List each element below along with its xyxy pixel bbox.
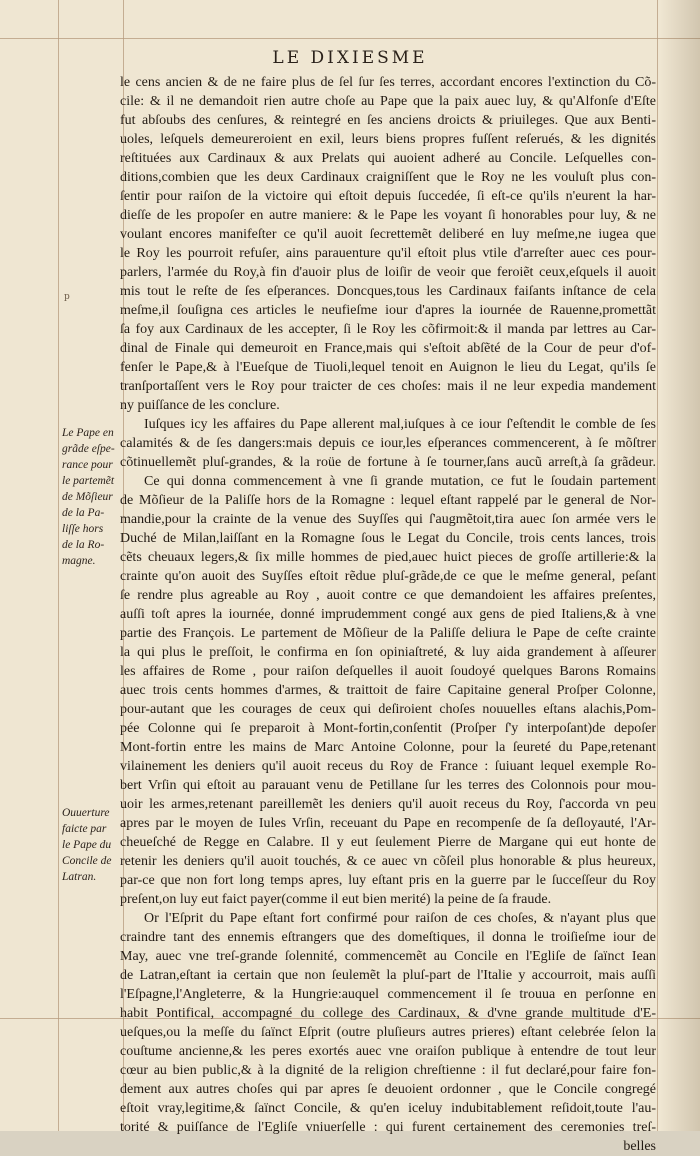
text-line: craindre tant des ennemis eſtrangers que des domeſtiques, il donna le troiſieſme iour de [120,930,656,945]
margin-note-line: faicte par [62,823,107,835]
text-line: l'Eſpagne,l'Angleterre, & la Hungrie:auquel commencement il ſe trouua en perſonne en [120,987,656,1002]
text-line: reſtituées aux Cardinaux & aux Prelats qui auoient adheré au Concile. Leſquelles con- [120,151,656,166]
text-line: mis tout le reſte de ſes eſperances. Doncques,tous les Cardinaux faiſants inſtance de cela [120,284,656,299]
margin-note-line: le Pape du [62,839,112,851]
margin-note-line: le partemẽt [62,475,115,487]
text-line: ſentir pour raiſon de la victoire qui eſtoit depuis ſuccedée, ſi eſt-ce qu'ils n'eurent la har- [120,189,656,204]
text-line: cõtinuellemẽt pluſ-grandes, & la roüe de fortune à ſe tourner,ſans aucũ arreſt,à ſa grãdeur. [120,455,656,470]
text-line: preſent,on luy eut faict payer(comme il eut bien merité) la peine de ſa fraude. [120,892,552,907]
margin-note-line: de la Ro- [62,539,105,551]
margin-note-line: rance pour [62,459,113,471]
text-line: Mont-fortin entre les mains de Marc Antoine Colonne, pour la ſeureté du Pape,retenant [120,740,656,755]
margin-note-line: Latran. [62,871,97,883]
text-line: apres par le moyen de Iules Vrſin, receuant du Pape en recompenſe de ſa deſloyauté, l'Ar- [120,816,656,831]
text-line: de Mõſieur de la Paliſſe hors de la Romagne : lequel eſtant rappelé par le general de Nor- [120,493,656,508]
margin-note-line: Ouuerture [62,807,110,819]
text-line: parlers, l'armée du Roy,à fin d'auoir plus de loiſir de veoir que feroiẽt ceux,eſquels il auoit [120,265,656,280]
text-line: de Latran,eſtant ia certain que non ſeulemẽt la pluſ-part de l'Italie y accourroit, mais auſſi [120,968,656,983]
text-line: cẽts cheuaux legers,& ſix mille hommes de pied,auec huict pieces de groſſe artillerie:& la [120,550,656,565]
text-line: bert Vrſin qui eſtoit au parauant venu de Petillane ſur les terres des Colonnois pour mou- [120,778,656,793]
margin-note-line: Concile de [62,855,112,867]
text-line: fenſer le Pape,& à l'Eueſque de Tiuoli,lequel tenoit en Auignon le lieu du Legat, qu'ils ſe [120,360,656,375]
margin-note-line: de Mõſieur [62,491,113,503]
text-line: voulant encores manifeſter ce qu'il auoit ſecrettemẽt deliberé en luy meſme,ne iugea que [120,227,656,242]
text-line: crainte qu'on auoit des Suyſſes eſtoit rẽdue pluſ-grãde,de ce que le meſme general, peſant [120,569,656,584]
text-line: vilainement les deniers qu'il auoit receus du Roy de France : ſuiuant lequel exemple Ro- [120,759,656,774]
text-line: mandie,pour la crainte de la venue des Suyſſes qui ſ'augmẽtoit,tira auec ſon armée vers le [120,512,656,527]
margin-note-ouverture-concile [62,805,122,885]
grid-rule [657,0,658,1131]
text-line: calamités & de ſes dangers:mais depuis ce iour,les eſperances commencerent, à ſe mõſtrer [120,436,656,451]
text-line: tranſportaſſent vers le Roy pour traicter de ces choſes: mais il ne leur expedia mandement [120,379,656,394]
body-text [120,73,656,1156]
grid-rule [0,38,700,39]
text-line: pée Colonne qui ſe preparoit à Mont-fortin,conſentit (Proſper ſ'y interpoſant)de depoſer [120,721,656,736]
text-line: torité & puiſſance de l'Egliſe vniuerſelle : qui furent certainement des ceremonies treſ- [120,1120,656,1135]
margin-note-line: magne. [62,555,96,567]
margin-note-line: liſſe hors [62,523,104,535]
text-line: le cens ancien & de ne faire plus de ſel ſur ſes terres, accordant encores l'extinction du Cõ- [120,75,656,90]
text-line: auec trois cents hommes d'armes, & traittoit de faire Capitaine general Proſper Colonne, [120,683,656,698]
text-line: Or l'Eſprit du Pape eſtant fort confirmé pour raiſon de ces choſes, & n'ayant plus que [144,911,656,926]
text-line: ny puiſſance de les conclure. [120,398,280,413]
text-line: ſa foy aux Cardinaux de les accepter, ſi le Roy les cõfirmoit:& il manda par lettres au Car- [120,322,656,337]
margin-note-line: Le Pape en [62,427,114,439]
text-line: habit Pontifical, accompagné du college des Cardinaux, & d'vne grande multitude d'E- [120,1006,656,1021]
text-line: cheueſché de Regge en Calabre. Il y eut ſeulement Pierre de Margane qui eut honte de [120,835,656,850]
text-line: le Roy les pourroit refuſer, ains parauenture qu'il eſtoit plus vtile d'arreſter auec ces pour- [120,246,656,261]
margin-note-pape-esperance [62,425,122,569]
text-line: Ce qui donna commencement à vne ſi grande mutation, ce fut le ſoudain partement [144,474,656,489]
text-line: les affaires de Rome , pour raiſon deſquelles il auoit ſoudoyé quelques Barons Romains [120,664,656,679]
text-line: fut abſoubs des cenſures, & reintegré en ſes anciens droicts & priuileges. Que aux Benti- [120,113,656,128]
text-line: par-ce que non fort long temps apres, luy eſtant pris en la guerre par le ſucceſſeur du Roy [120,873,656,888]
text-line: retenir les deniers qu'il auoit touchés, & ce auec vn cõſeil plus honorable & plus heureux, [120,854,656,869]
margin-mark: p [64,292,70,302]
text-line: ditions,combien que les deux Cardinaux craigniſſent que le Roy ne les vouluſt plus con- [120,170,656,185]
text-line: cile: & il ne demandoit rien autre choſe au Pape que la paix auec luy, & qu'Alfonſe d'Eſte [120,94,656,109]
text-line: partie des François. Le partement de Mõſieur de la Paliſſe deliura le Pape de ceſte crainte [120,626,656,641]
text-line: ſe rendre plus agreable au Roy , auoit contre ce que demandoient les affaires preſentes, [120,588,656,603]
catchword-line: belles [623,1139,656,1154]
text-line: uoir les armes,retenant pareillemẽt les deniers qu'il auoit receus du Roy, ſ'accorda vn peu [120,797,656,812]
grid-rule [58,0,59,1131]
text-line: couſtume ancienne,& les peres exortés auec vne oraiſon publique à entendre de tout leur [120,1044,656,1059]
text-line: ueſques,ou la meſſe du ſaïnct Eſprit (outre pluſieurs autres prieres) eſtant celebrée ſelon la [120,1025,656,1040]
running-head: LE DIXIESME [272,48,428,68]
text-line: cœur au bien public,& à la dignité de la religion chreſtienne : il fut declaré,pour faire fon- [120,1063,656,1078]
text-line: uoles, leſquels demeureroient en exil, leurs biens propres fuſſent reſerués, & les dignités [120,132,656,147]
text-line: Duché de Milan,laiſſant en la Romagne ſous le Legat du Concile, trois cents lances, trois [120,531,656,546]
text-line: eſtoit vray,legitime,& ſaïnct Concile, & qu'en iceluy indubitablement reſidoit,toute l'au- [120,1101,656,1116]
text-line: la qui plus le preſſoit, le confirma en ſon opiniaſtreté, & luy aida grandement à aſſeurer [120,645,656,660]
text-line: dinal de Finale qui demeuroit en France,mais qui s'eſtoit abſẽté de la Cour de peur d'of- [120,341,656,356]
text-line: Iuſques icy les affaires du Pape allerent mal,iuſques à ce iour ſ'eſtendit le comble de ſes [144,417,656,432]
text-line: auſſi toſt apres la iournée, donné imprudemment congé aux gens de pied Italiens,& à vne [120,607,656,622]
margin-note-line: grãde eſpe- [62,443,115,455]
text-line: pour-autant que les courages de ceux qui deſiroient choſes nouuelles eſtans alachis,Pom- [120,702,656,717]
text-line: dement aux autres choſes qui par apres ſe deuoient ordonner , que le Concile congregé [120,1082,656,1097]
text-line: May, auec vne treſ-grande ſolennité, commencemẽt au Concile en l'Egliſe de ſaïnct Iean [120,949,656,964]
margin-note-line: de la Pa- [62,507,105,519]
text-line: meſme,il ſouſigna ces articles le neufieſme iour d'apres la iournée de Rauenne,promettãt [120,303,656,318]
text-line: dieſſe de les propoſer en autre maniere: & le Pape les voyant ſi honorables pour luy, & ne [120,208,656,223]
